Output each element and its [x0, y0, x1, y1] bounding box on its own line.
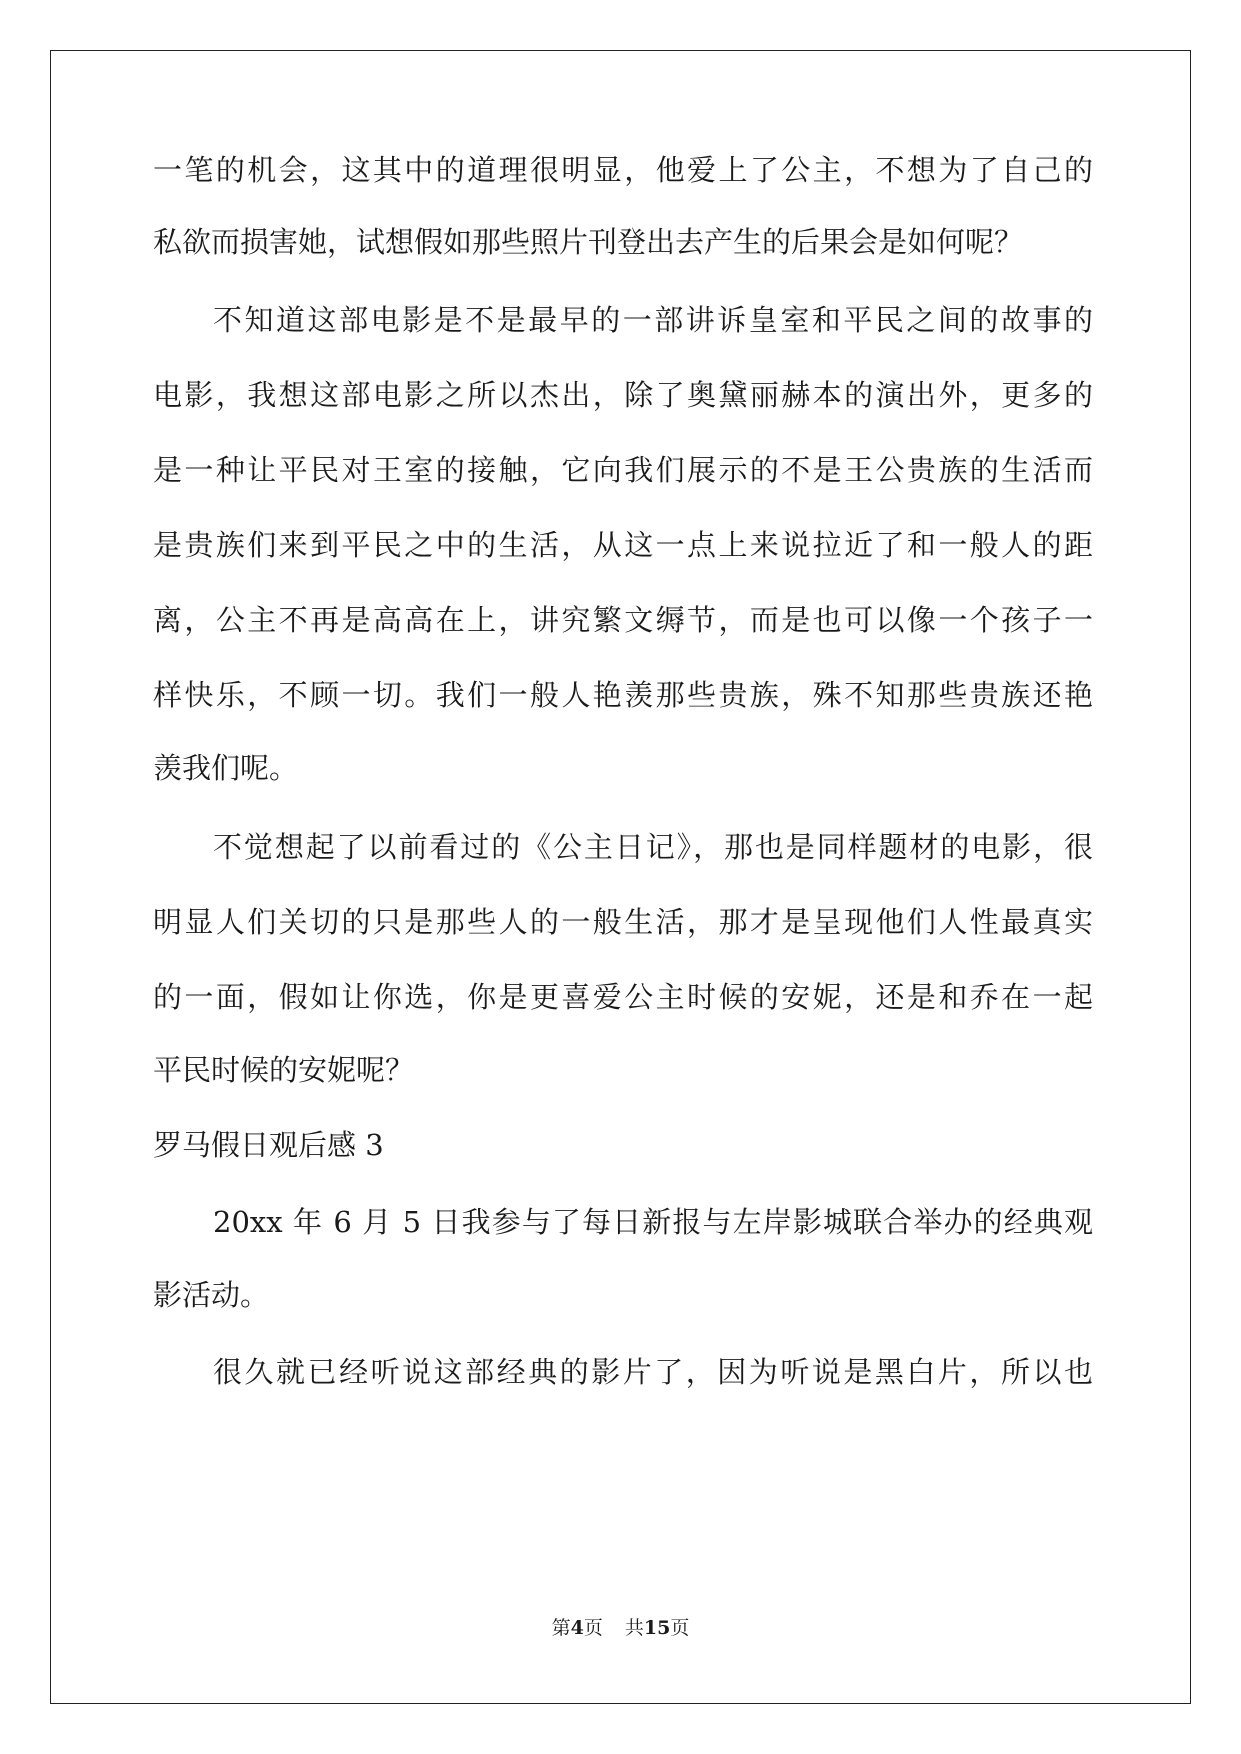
footer-prefix: 第 — [551, 1617, 571, 1639]
page-footer — [0, 1616, 1241, 1640]
text-line: 的一面，假如让你选，你是更喜爱公主时候的安妮，还是和乔在一起 — [153, 980, 1093, 1014]
footer-page-suffix: 页 — [583, 1617, 603, 1639]
section-heading: 罗马假日观后感 3 — [153, 1128, 384, 1162]
text-line: 20xx 年 6 月 5 日我参与了每日新报与左岸影城联合举办的经典观 — [213, 1205, 1093, 1239]
text-line: 不知道这部电影是不是最早的一部讲诉皇室和平民之间的故事的 — [213, 303, 1093, 337]
text-line: 很久就已经听说这部经典的影片了，因为听说是黑白片，所以也 — [213, 1355, 1093, 1389]
text-line: 是贵族们来到平民之中的生活，从这一点上来说拉近了和一般人的距 — [153, 528, 1093, 562]
text-line: 羡我们呢。 — [153, 751, 299, 785]
text-line: 私欲而损害她，试想假如那些照片刊登出去产生的后果会是如何呢？ — [153, 225, 1024, 259]
text-line: 是一种让平民对王室的接触，它向我们展示的不是王公贵族的生活而 — [153, 453, 1093, 487]
total-page-count: 15 — [643, 1617, 671, 1639]
text-line: 一笔的机会，这其中的道理很明显，他爱上了公主，不想为了自己的 — [153, 153, 1093, 187]
text-line: 影活动。 — [153, 1278, 270, 1312]
current-page-number: 4 — [570, 1617, 584, 1639]
text-line: 样快乐，不顾一切。我们一般人艳羡那些贵族，殊不知那些贵族还艳 — [153, 678, 1093, 712]
page-border — [50, 50, 1191, 1704]
text-line: 明显人们关切的只是那些人的一般生活，那才是呈现他们人性最真实 — [153, 905, 1093, 939]
text-line: 不觉想起了以前看过的《公主日记》，那也是同样题材的电影，很 — [213, 830, 1093, 864]
text-line: 平民时候的安妮呢？ — [153, 1053, 415, 1087]
footer-total-prefix: 共 — [624, 1617, 644, 1639]
text-line: 电影，我想这部电影之所以杰出，除了奥黛丽赫本的演出外，更多的 — [153, 378, 1093, 412]
text-line: 离，公主不再是高高在上，讲究繁文缛节，而是也可以像一个孩子一 — [153, 603, 1093, 637]
footer-total-suffix: 页 — [670, 1617, 690, 1639]
